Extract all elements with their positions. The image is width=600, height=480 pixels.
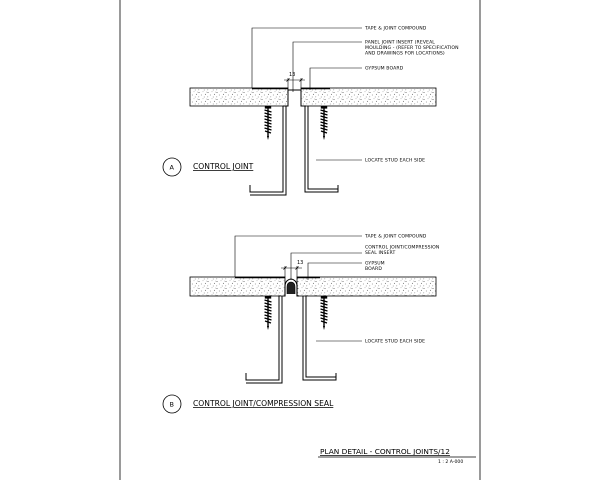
detail-id-a: A — [169, 163, 174, 172]
sheet-title: PLAN DETAIL - CONTROL JOINTS/12 — [320, 447, 450, 456]
dimension-label-a: 13 — [289, 72, 296, 78]
detail-title-b: CONTROL JOINT/COMPRESSION SEAL — [193, 399, 334, 408]
leader-insert-b — [291, 253, 362, 280]
screw-left-b — [265, 296, 272, 330]
stud-right-b — [303, 296, 336, 380]
note-tape-b: TAPE & JOINT COMPOUND — [365, 234, 427, 240]
note-stud-b: LOCATE STUD EACH SIDE — [365, 339, 426, 345]
note-insert-b-2: SEAL INSERT — [365, 251, 396, 256]
screw-left-a — [265, 106, 272, 140]
note-board-a: GYPSUM BOARD — [365, 66, 404, 72]
sheet-title-block — [318, 447, 476, 465]
screw-right-a — [321, 106, 328, 140]
gypsum-board-right-b — [297, 277, 436, 296]
gypsum-board-right-a — [301, 88, 436, 106]
note-insert-a-2: MOULDING - (REFER TO SPECIFICATION — [365, 46, 459, 51]
stud-left-b — [246, 296, 282, 383]
note-insert-a-1: PANEL JOINT INSERT (REVEAL — [365, 40, 435, 46]
compression-seal-core-b — [287, 282, 295, 294]
note-board-b-1: GYPSUM — [365, 261, 385, 267]
gypsum-board-left-a — [190, 88, 288, 106]
dimension-b — [281, 260, 303, 277]
dimension-a — [284, 72, 305, 88]
leader-insert-a — [293, 42, 362, 92]
note-insert-a-3: AND DRAWINGS FOR LOCATIONS) — [365, 51, 445, 57]
dimension-label-b: 13 — [297, 260, 304, 266]
sheet-scale: 1 : 2 A-000 — [438, 460, 464, 465]
detail-a — [163, 26, 459, 196]
detail-title-a: CONTROL JOINT — [193, 162, 254, 171]
detail-b — [163, 234, 439, 414]
note-board-b-2: BOARD — [365, 267, 382, 272]
leader-tape-a — [252, 28, 362, 88]
gypsum-board-left-b — [190, 277, 285, 296]
screw-right-b — [321, 296, 328, 330]
leader-board-a — [310, 68, 362, 90]
detail-id-b: B — [169, 400, 174, 409]
leader-tape-b — [235, 236, 362, 277]
note-insert-b-1: CONTROL JOINT/COMPRESSION — [365, 245, 440, 251]
note-tape-a: TAPE & JOINT COMPOUND — [365, 26, 427, 32]
note-stud-a: LOCATE STUD EACH SIDE — [365, 158, 426, 164]
